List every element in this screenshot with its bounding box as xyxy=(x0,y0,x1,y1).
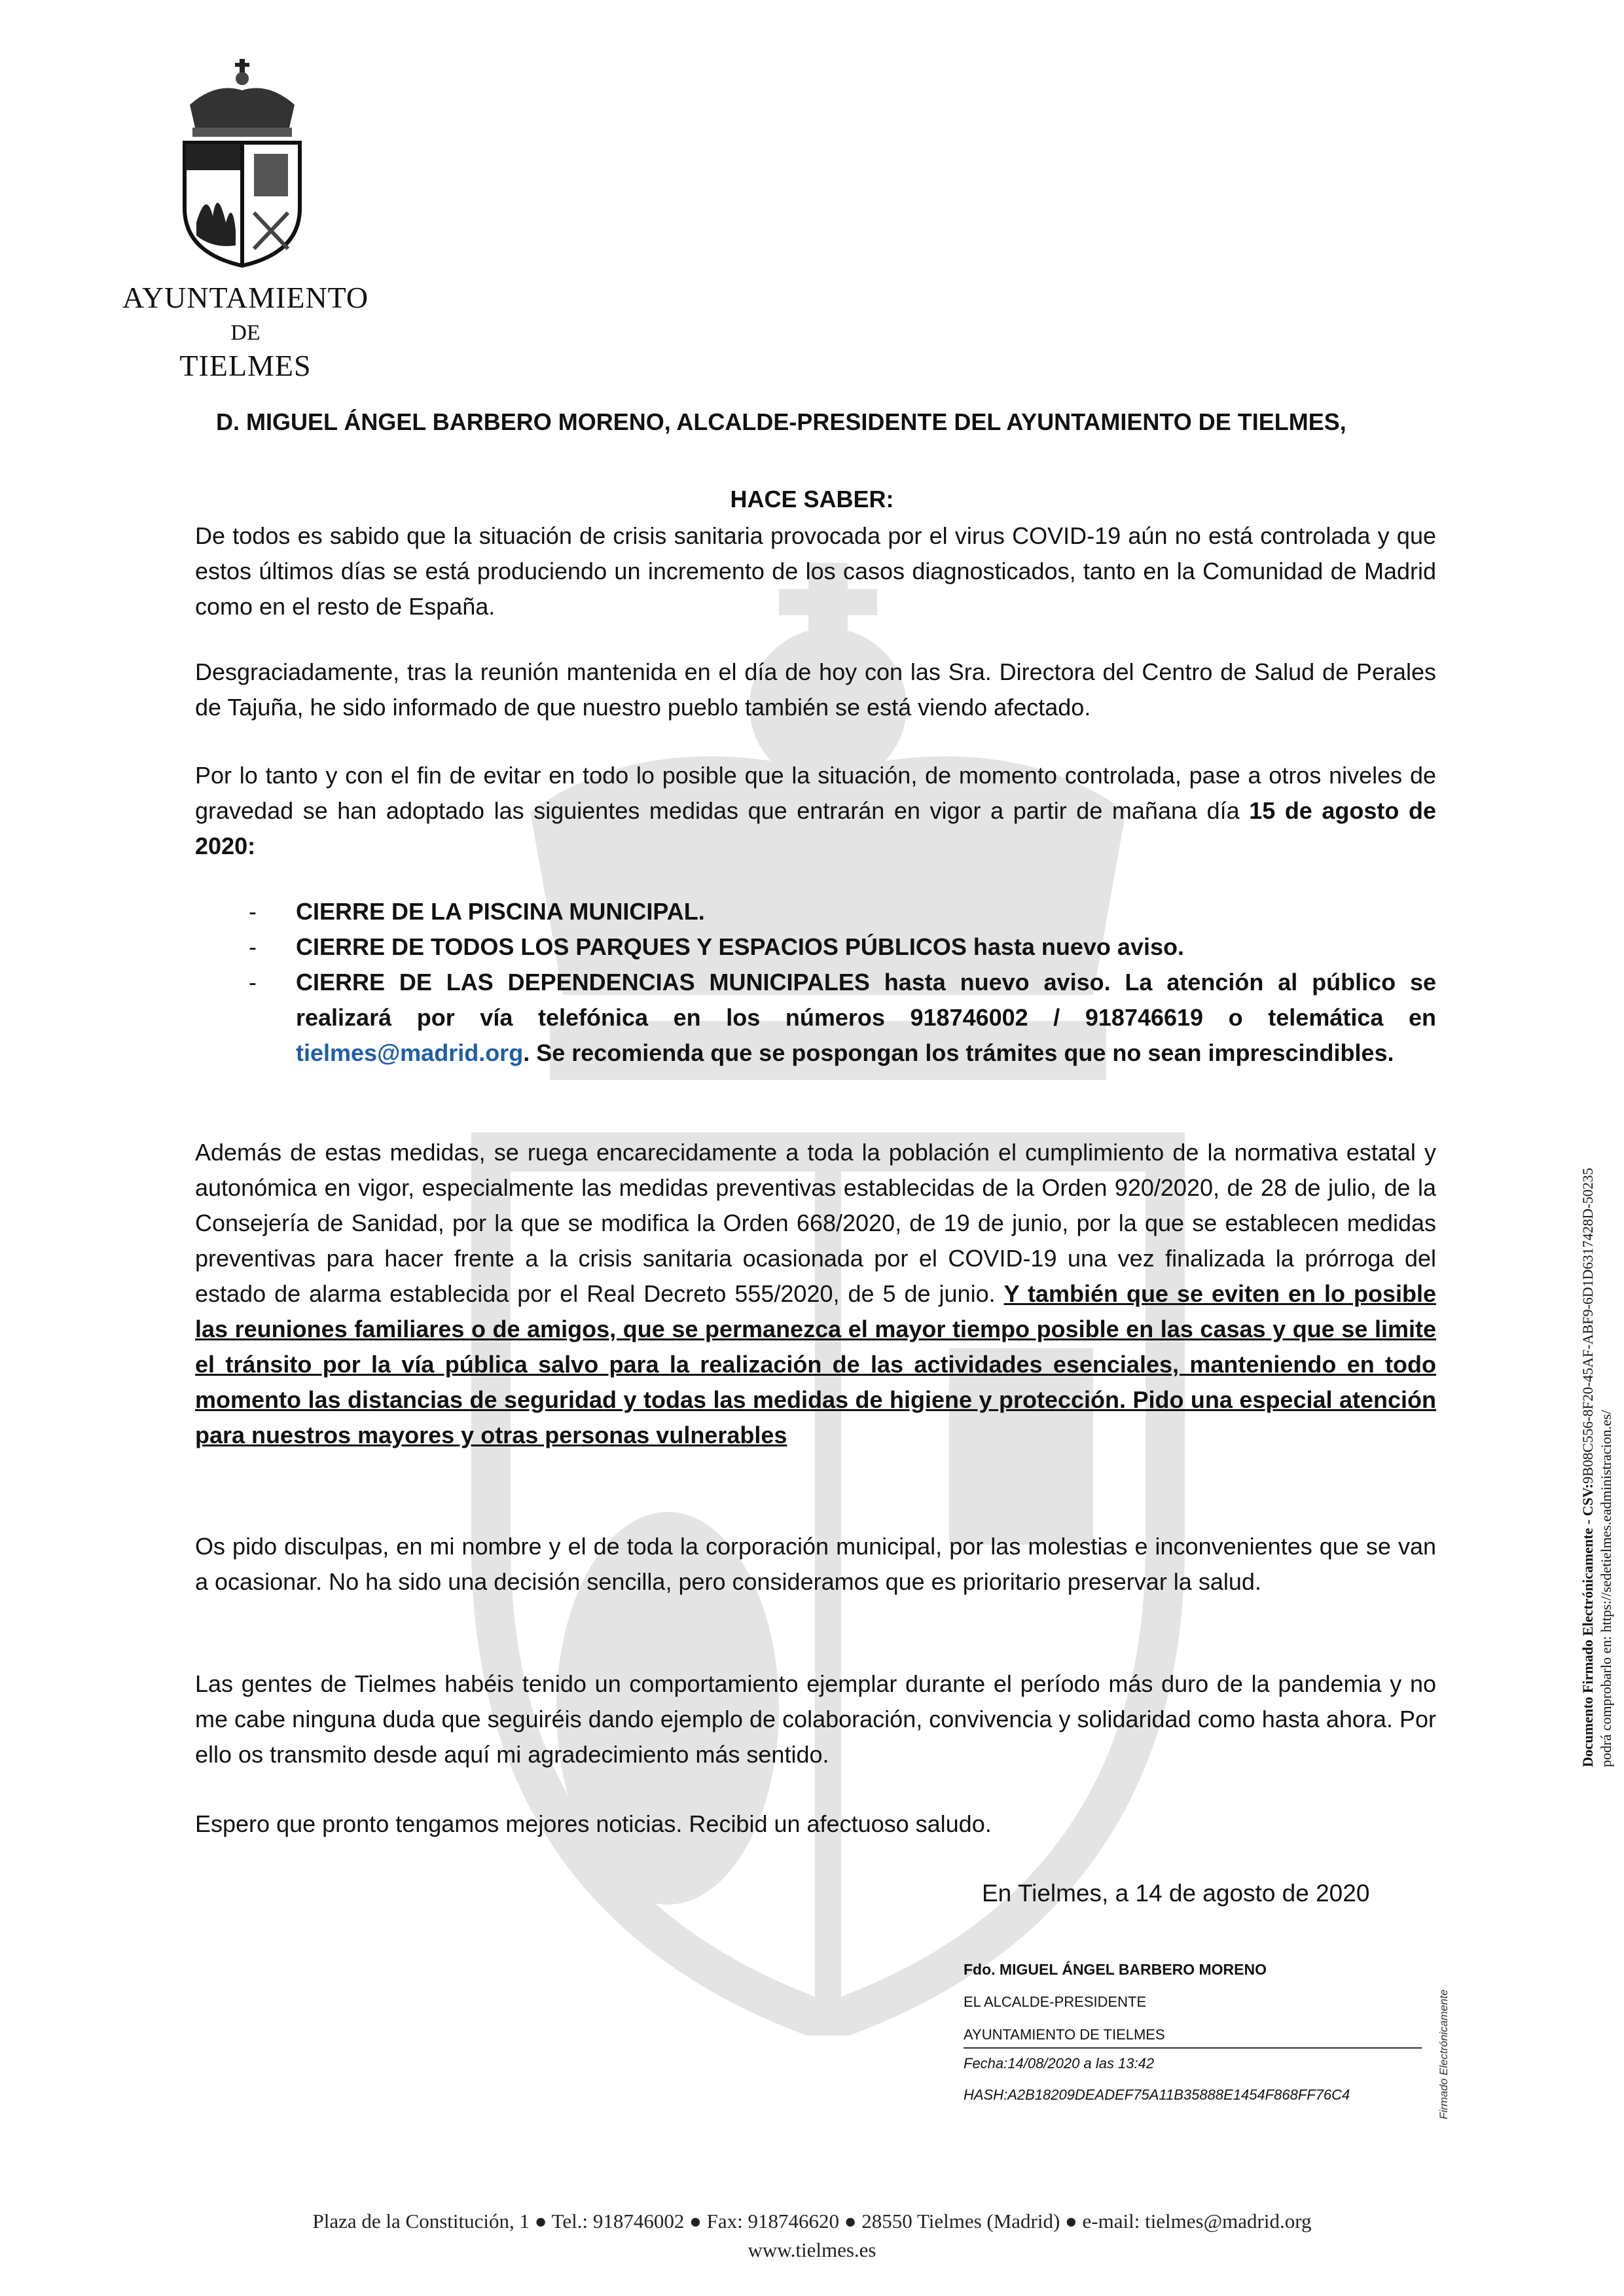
org-name-line2: DE xyxy=(230,321,261,345)
csv-label: Documento Firmado Electrónicamente - CSV: xyxy=(1579,1484,1596,1767)
effective-date: 15 de agosto de 2020: xyxy=(195,797,1436,859)
signature-divider xyxy=(964,2047,1422,2049)
paragraph-4-text: Además de estas medidas, se ruega encarecidamente a toda la población el cumplimiento de la normativa estatal y autonómica en vigor, especialmente las medidas preventivas establecidas de la Orden 920/2020, de 28 de julio, de la Consejería de Sanidad, por la que se modifica la Orden 668/2020, de 19 de junio, por la que se establecen medidas preventivas para hacer frente a la crisis sanitaria ocasionada por el COVID-19 una vez finalizada la prórroga del estado de alarma establecida por el Real Decreto 555/2020, de 5 de junio. xyxy=(195,1139,1436,1307)
csv-line1 xyxy=(1579,1168,1597,1767)
signature-hash: HASH:A2B18209DEADEF75A11B35888E1454F868FF76C4 xyxy=(964,2087,1350,2103)
csv-side-stamp xyxy=(1579,1168,1615,1767)
paragraph-7: Espero que pronto tengamos mejores noticias. Recibid un afectuoso saludo. xyxy=(195,1810,992,1837)
paragraph-5: Os pido disculpas, en mi nombre y el de toda la corporación municipal, por las molestias e inconvenientes que se van a ocasionar. No ha sido una decisión sencilla, pero consideramos que es prioritario preservar la salud. xyxy=(195,1533,1436,1595)
measure-text: CIERRE DE LAS DEPENDENCIAS MUNICIPALES hasta nuevo aviso. La atención al público se realizará por vía telefónica en los números 918746002 / 918746619 o telemática en xyxy=(296,969,1436,1031)
paragraph-4-underlined: Y también que se eviten en lo posible las reuniones familiares o de amigos, que se permanezca el mayor tiempo posible en las casas y que se limite el tránsito por la vía pública salvo para la realización de las actividades esenciales, manteniendo en todo momento las distancias de seguridad y todas las medidas de higiene y protección. Pido una especial atención para nuestros mayores y otras personas vulnerables xyxy=(195,1280,1436,1448)
signer-role: EL ALCALDE-PRESIDENTE xyxy=(964,1994,1147,2010)
email-link[interactable]: tielmes@madrid.org xyxy=(296,1039,524,1066)
signature-date: Fecha:14/08/2020 a las 13:42 xyxy=(964,2055,1155,2072)
list-item xyxy=(249,894,1436,929)
org-name-line1: AYUNTAMIENTO xyxy=(122,281,369,314)
measure-text: CIERRE DE TODOS LOS PARQUES Y ESPACIOS PÚBLICOS hasta nuevo aviso. xyxy=(296,933,1184,960)
page-title: D. MIGUEL ÁNGEL BARBERO MORENO, ALCALDE-PRESIDENTE DEL AYUNTAMIENTO DE TIELMES, xyxy=(216,408,1346,435)
coat-of-arms-logo xyxy=(177,59,308,268)
csv-code: 9B08C556-8F20-45AF-ABF9-6D1D6317428D-50235 xyxy=(1579,1168,1596,1484)
firmado-electronicamente-label: Firmado Electrónicamente xyxy=(1437,1989,1450,2119)
footer-contact: Plaza de la Constitución, 1 ● Tel.: 918746002 ● Fax: 918746620 ● 28550 Tielmes (Madrid) ● e-mail: tielmes@madrid.org xyxy=(312,2210,1312,2233)
measure-text: CIERRE DE LA PISCINA MUNICIPAL. xyxy=(296,898,705,925)
bullet-dash: - xyxy=(249,898,257,925)
paragraph-4 xyxy=(195,1135,1436,1453)
bullet-dash: - xyxy=(249,969,257,996)
org-name-line3: TIELMES xyxy=(179,349,312,382)
bullet-dash: - xyxy=(249,933,257,960)
paragraph-3 xyxy=(195,758,1436,864)
measures-list xyxy=(249,894,1436,1071)
measure-text-cont: . Se recomienda que se pospongan los trámites que no sean imprescindibles. xyxy=(523,1039,1394,1066)
list-item xyxy=(249,965,1436,1071)
paragraph-1: De todos es sabido que la situación de crisis sanitaria provocada por el virus COVID-19 aún no está controlada y que estos últimos días se está produciendo un incremento de los casos diagnosticados, tanto en la Comunidad de Madrid como en el resto de España. xyxy=(195,522,1436,620)
hace-saber-heading: HACE SABER: xyxy=(730,486,894,512)
paragraph-6: Las gentes de Tielmes habéis tenido un comportamiento ejemplar durante el período más duro de la pandemia y no me cabe ninguna duda que seguiréis dando ejemplo de colaboración, convivencia y solidaridad como hasta ahora. Por ello os transmito desde aquí mi agradecimiento más sentido. xyxy=(195,1670,1436,1768)
list-item xyxy=(249,929,1436,965)
paragraph-3-text: Por lo tanto y con el fin de evitar en todo lo posible que la situación, de momento controlada, pase a otros niveles de gravedad se han adoptado las siguientes medidas que entrarán en vigor a partir de mañana día xyxy=(195,762,1436,824)
place-date: En Tielmes, a 14 de agosto de 2020 xyxy=(982,1880,1370,1907)
footer-website: www.tielmes.es xyxy=(748,2238,876,2261)
csv-verify-url: podrá comprobarlo en: https://sedetielmes.eadministracion.es/ xyxy=(1598,1410,1614,1767)
signer-org: AYUNTAMIENTO DE TIELMES xyxy=(964,2026,1165,2043)
paragraph-2: Desgraciadamente, tras la reunión mantenida en el día de hoy con las Sra. Directora del Centro de Salud de Perales de Tajuña, he sido informado de que nuestro pueblo también se está viendo afectado. xyxy=(195,658,1436,721)
signer-name: Fdo. MIGUEL ÁNGEL BARBERO MORENO xyxy=(964,1961,1267,1978)
